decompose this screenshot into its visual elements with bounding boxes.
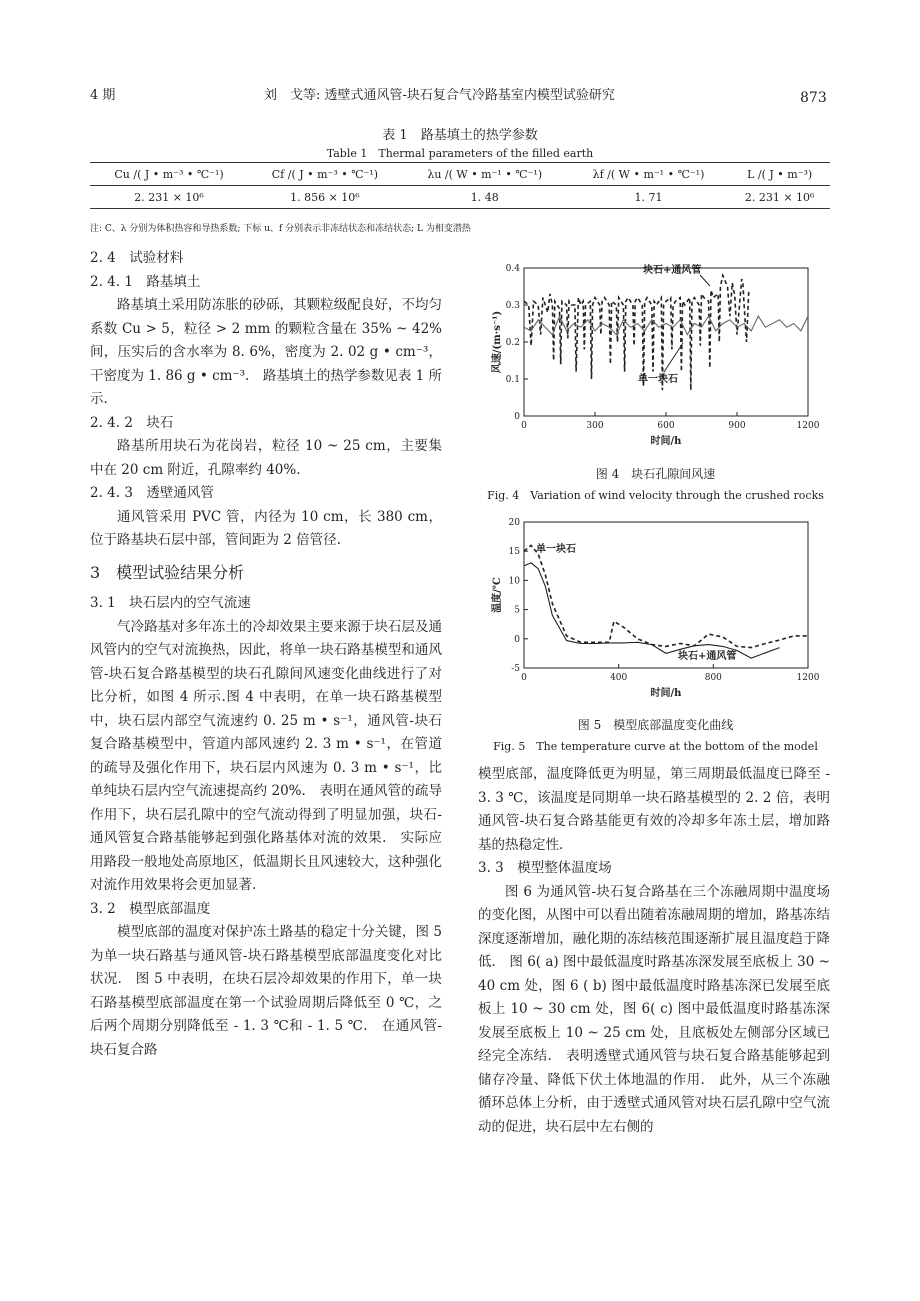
x-tick-label: 0	[521, 673, 527, 683]
y-tick-label: 0.4	[505, 264, 520, 274]
y-tick-label: 5	[514, 605, 520, 616]
section-heading: 2. 4. 3 透壁通风管	[90, 485, 214, 501]
table-header-cell: Cu /( J • m⁻³ • ℃⁻¹)	[90, 163, 248, 186]
section-heading: 3. 2 模型底部温度	[90, 900, 211, 917]
legend-label: 单一块石	[638, 374, 678, 385]
figure-4-chart	[478, 258, 833, 458]
body-paragraph: 模型底部，温度降低更为明显，第三周期最低温度已降至 - 3. 3 ℃，该温度是同期单一块石路基模型的 2. 2 倍，表明通风管-块石复合路基能更有效的冷却多年冻土层，增加路基的热稳定性.	[478, 766, 830, 853]
y-tick-label: 0.1	[505, 375, 520, 385]
y-tick-label: 0.2	[505, 338, 520, 348]
table-title-cn: 表 1 路基填土的热学参数	[382, 128, 538, 143]
x-tick-label: 400	[610, 673, 628, 683]
legend-pointer	[664, 343, 683, 372]
legend-label: 块石+通风管	[678, 651, 737, 662]
table-header-cell: L /( J • m⁻³)	[729, 163, 830, 186]
y-tick-label: -5	[511, 664, 520, 674]
figure-5-caption-cn: 图 5 模型底部温度变化曲线	[577, 718, 734, 732]
table-cell: 1. 856 × 10⁶	[248, 186, 402, 209]
table-cell: 1. 48	[402, 186, 568, 209]
section-heading: 3. 1 块石层内的空气流速	[90, 595, 251, 611]
x-tick-label: 0	[521, 421, 527, 431]
running-issue: 4 期	[90, 88, 116, 103]
y-axis-label: 温度/℃	[492, 577, 503, 613]
table-title-en: Table 1 Thermal parameters of the filled earth	[326, 147, 594, 160]
table-header-cell: λf /( W • m⁻¹ • ℃⁻¹)	[568, 163, 730, 186]
table-note: 注: C、λ 分别为体积热容和导热系数; 下标 u、f 分别表示非冻结状态和冻结状态; L 为相变潜热	[90, 224, 471, 234]
plot-frame	[524, 268, 808, 416]
section-heading: 3. 3 模型整体温度场	[478, 860, 612, 876]
y-axis-label: 风速/(m·s⁻¹)	[492, 310, 503, 374]
section-heading: 2. 4. 1 路基填土	[90, 273, 201, 290]
x-tick-label: 1200	[796, 421, 820, 431]
x-tick-label: 800	[704, 673, 722, 683]
x-axis-label: 时间/h	[650, 436, 682, 447]
y-tick-label: 0	[514, 634, 520, 645]
left-text-column	[90, 247, 442, 1062]
body-paragraph: 路基填土采用防冻胀的砂砾，其颗粒级配良好，不均匀系数 Cu > 5，粒径 > 2 mm 的颗粒含量在 35% ~ 42% 间，压实后的含水率为 8. 6%，密度为 2. 02 g • cm⁻³，干密度为 1. 86 g • cm⁻³. 路基填土的热学参数见表 1 所示.	[90, 297, 442, 407]
x-tick-label: 600	[657, 421, 675, 431]
section-heading: 2. 4. 2 块石	[90, 414, 174, 431]
y-tick-label: 10	[508, 576, 520, 587]
y-tick-label: 0.3	[505, 301, 520, 311]
body-paragraph: 图 6 为通风管-块石复合路基在三个冻融周期中温度场的变化图，从图中可以看出随着冻融周期的增加，路基冻结深度逐渐增加，融化期的冻结核范围逐渐扩展且温度趋于降低. 图 6( a) 图中最低温度时路基冻深发展至底板上 30 ~ 40 cm 处，图 6 ( b) 图中最低温度时路基冻深已发展至底板上 10 ~ 30 cm 处，图 6( c) 图中最低温度时路基冻深发展至底板上 10 ~ 25 cm 处，且底板处左侧部分区域已经完全冻结. 表明透壁式通风管与块石复合路基能够起到储存冷量、降低下伏土体地温的作用. 此外，从三个冻融循环总体上分析，由于透壁式通风管对块石层孔隙中空气流动的促进，块石层中左右侧的	[478, 883, 830, 1135]
y-tick-label: 20	[508, 518, 520, 528]
thermal-parameters-table	[90, 162, 830, 209]
table-header-cell: λu /( W • m⁻¹ • ℃⁻¹)	[402, 163, 568, 186]
legend-label: 块石+通风管	[643, 265, 702, 276]
table-row	[90, 186, 830, 209]
figure-5-chart	[478, 512, 833, 707]
body-paragraph: 通风管采用 PVC 管，内径为 10 cm，长 380 cm，位于路基块石层中部，管间距为 2 倍管径.	[90, 508, 442, 548]
body-paragraph: 模型底部的温度对保护冻土路基的稳定十分关键，图 5 为单一块石路基与通风管-块石路基模型底部温度变化对比状况. 图 5 中表明，在块石层冷却效果的作用下，单一块石路基模型底部温度在第一个试验周期后降低至 0 ℃，之后两个周期分别降低至 - 1. 3 ℃和 - 1. 5 ℃. 在通风管-块石复合路	[90, 924, 442, 1058]
x-axis-label: 时间/h	[650, 688, 682, 699]
table-cell: 2. 231 × 10⁶	[90, 186, 248, 209]
legend-pointer	[700, 275, 710, 286]
page-number: 873	[800, 90, 827, 106]
legend-label: 单一块石	[536, 544, 576, 555]
figure-4-caption-en: Fig. 4 Variation of wind velocity through the crushed rocks	[487, 489, 824, 502]
x-tick-label: 900	[728, 421, 746, 431]
body-paragraph: 路基所用块石为花岗岩，粒径 10 ~ 25 cm，主要集中在 20 cm 附近，孔隙率约 40%.	[90, 438, 442, 478]
x-tick-label: 300	[586, 421, 604, 431]
table-cell: 1. 71	[568, 186, 730, 209]
table-cell: 2. 231 × 10⁶	[729, 186, 830, 209]
figure-5-caption-en: Fig. 5 The temperature curve at the bottom of the model	[493, 740, 818, 753]
table-header-row	[90, 163, 830, 186]
series-line	[524, 545, 808, 647]
running-title: 刘 戈等: 透壁式通风管-块石复合气冷路基室内模型试验研究	[264, 88, 615, 103]
x-tick-label: 1200	[796, 673, 820, 683]
section-heading: 2. 4 试验材料	[90, 250, 184, 266]
y-tick-label: 0	[514, 412, 520, 422]
series-line	[524, 275, 749, 390]
section-heading-major: 3 模型试验结果分析	[90, 562, 245, 582]
right-text-column	[478, 763, 830, 1139]
figure-4-caption-cn: 图 4 块石孔隙间风速	[595, 467, 716, 481]
table-header-cell: Cf /( J • m⁻³ • ℃⁻¹)	[248, 163, 402, 186]
y-tick-label: 15	[508, 547, 520, 558]
body-paragraph: 气冷路基对多年冻土的冷却效果主要来源于块石层及通风管内的空气对流换热，因此，将单一块石路基模型和通风管-块石复合路基模型的块石孔隙间风速变化曲线进行了对比分析，如图 4 所示.图 4 中表明，在单一块石路基模型中，块石层内部空气流速约 0. 25 m • s⁻¹，通风管-块石复合路基模型中，管道内部风速约 2. 3 m • s⁻¹，在管道的疏导及强化作用下，块石层内风速为 0. 3 m • s⁻¹，比单纯块石层内空气流速提高约 20%. 表明在通风管的疏导作用下，块石层孔隙中的空气流动得到了明显加强，块石-通风管复合路基能够起到强化路基体对流的效果. 实际应用路段一般地处高原地区，低温期长且风速较大，这种强化对流作用效果将会更加显著.	[90, 618, 442, 893]
